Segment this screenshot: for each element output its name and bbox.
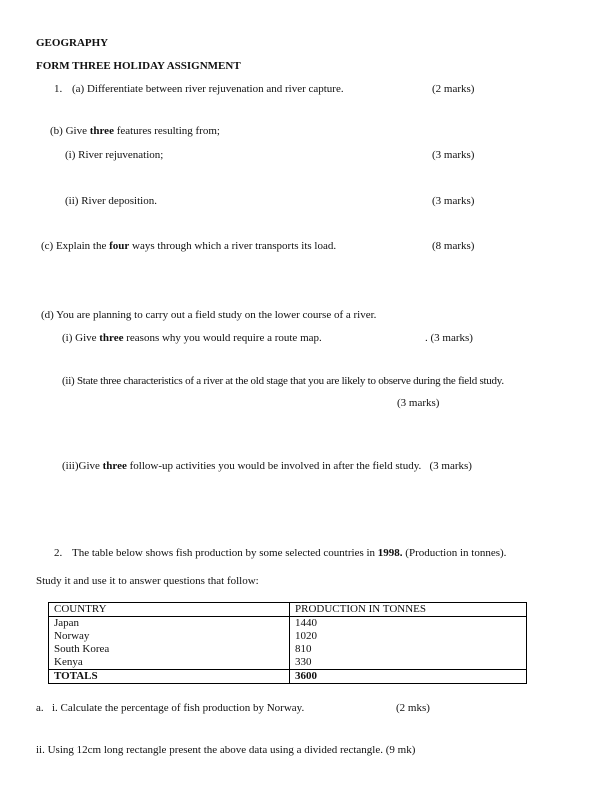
assignment-title: FORM THREE HOLIDAY ASSIGNMENT [36, 60, 241, 72]
country-cell: Norway [49, 630, 290, 643]
q2aii-text: ii. Using 12cm long rectangle present the above data using a divided rectangle. (9 mk) [36, 744, 416, 756]
q1c-bold: four [109, 240, 130, 252]
q2-pre: The table below shows fish production by some selected countries in [72, 547, 378, 559]
q1b-text [50, 124, 220, 138]
q1bii-marks: (3 marks) [432, 195, 475, 207]
q1a-text: (a) Differentiate between river rejuvenation and river capture. [72, 83, 344, 95]
q2-text [72, 546, 506, 560]
production-cell: 330 [290, 656, 527, 670]
q1di-text [62, 331, 322, 345]
q1dii-marks: (3 marks) [397, 397, 440, 409]
totals-value: 3600 [290, 670, 527, 684]
q1bii-text: (ii) River deposition. [65, 195, 157, 207]
q2ai-marks: (2 mks) [396, 702, 430, 714]
table-header-row [49, 603, 527, 617]
q1c-pre: (c) Explain the [41, 240, 110, 252]
q1d-text: (d) You are planning to carry out a field study on the lower course of a river. [41, 309, 377, 321]
subject-heading: GEOGRAPHY [36, 37, 109, 49]
q1di-bold: three [99, 332, 124, 344]
table-row [49, 643, 527, 656]
q1c-text [41, 239, 336, 253]
q1-number: 1. [54, 83, 63, 95]
q2-bold: 1998. [377, 547, 403, 559]
production-cell: 810 [290, 643, 527, 656]
q2-number: 2. [54, 547, 63, 559]
table-row [49, 656, 527, 670]
q1c-post: ways through which a river transports its load. [129, 240, 337, 252]
q1diii-bold: three [102, 460, 127, 472]
country-cell: South Korea [49, 643, 290, 656]
q2-instruction: Study it and use it to answer questions that follow: [36, 575, 259, 587]
totals-row [49, 670, 527, 684]
q1diii-marks: (3 marks) [429, 460, 472, 472]
production-cell: 1440 [290, 617, 527, 631]
q1dii-text: (ii) State three characteristics of a river at the old stage that you are likely to observe during the field study. [62, 375, 504, 387]
q1di-post: reasons why you would require a route map. [123, 332, 322, 344]
q2a-label: a. [36, 702, 44, 714]
country-cell: Japan [49, 617, 290, 631]
q1di-pre: (i) Give [62, 332, 100, 344]
q2ai-text: i. Calculate the percentage of fish production by Norway. [52, 702, 305, 714]
q1diii-text [62, 459, 472, 473]
table-row [49, 630, 527, 643]
q1bi-text: (i) River rejuvenation; [65, 149, 164, 161]
header-country: COUNTRY [49, 603, 290, 617]
q1diii-pre: (iii)Give [62, 460, 103, 472]
q1b-bold: three [89, 125, 114, 137]
q1diii-post: follow-up activities you would be involved in after the field study. [126, 460, 422, 472]
q1b-post: features resulting from; [113, 125, 220, 137]
q1a-marks: (2 marks) [432, 83, 475, 95]
q1c-marks: (8 marks) [432, 240, 475, 252]
q1b-pre: (b) Give [50, 125, 90, 137]
table-row [49, 617, 527, 631]
fish-production-table [48, 602, 527, 684]
q1di-marks: . (3 marks) [425, 332, 473, 344]
q2-post: (Production in tonnes). [402, 547, 507, 559]
production-cell: 1020 [290, 630, 527, 643]
q1bi-marks: (3 marks) [432, 149, 475, 161]
country-cell: Kenya [49, 656, 290, 670]
totals-label: TOTALS [49, 670, 290, 684]
header-production: PRODUCTION IN TONNES [290, 603, 527, 617]
